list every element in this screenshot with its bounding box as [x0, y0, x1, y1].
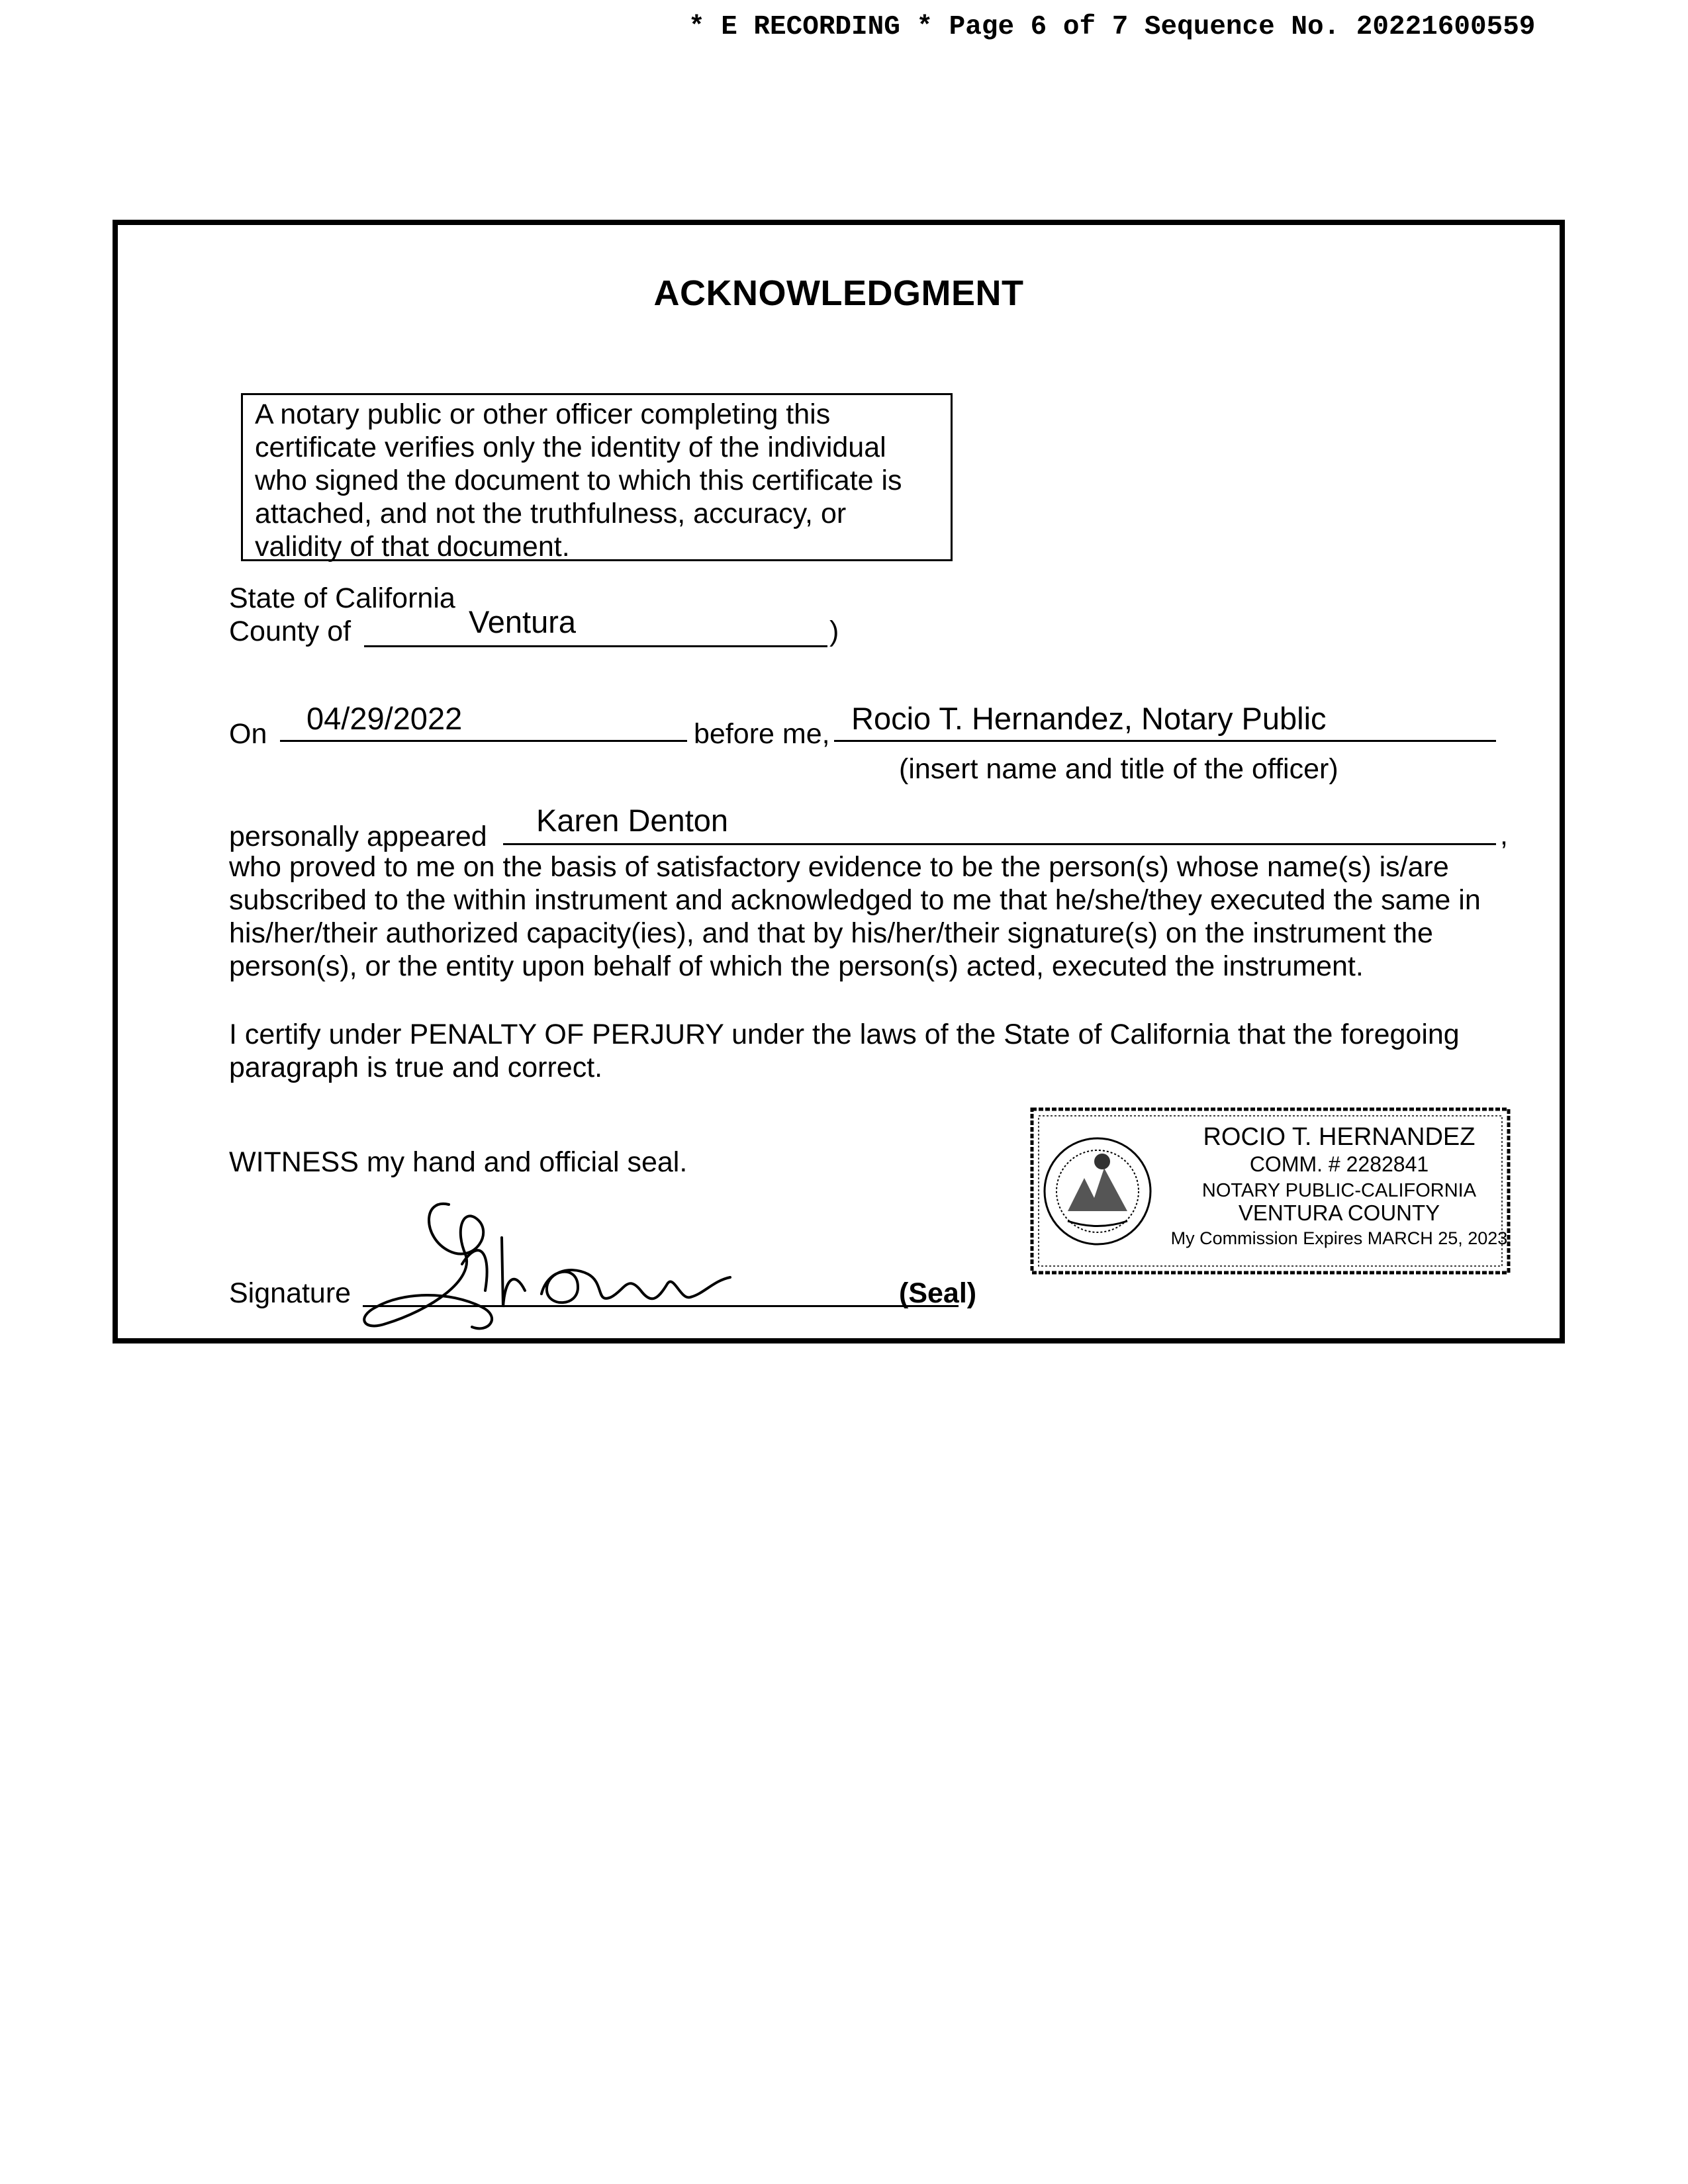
officer-underline — [834, 740, 1496, 742]
appeared-label: personally appeared — [229, 821, 487, 852]
seal-label: (Seal) — [899, 1277, 977, 1309]
notice-line: who signed the document to which this certificate is — [255, 465, 902, 496]
recording-header: * E RECORDING * Page 6 of 7 Sequence No. 20221600559 — [688, 12, 1536, 42]
paragraph-line: I certify under PENALTY OF PERJURY under the laws of the State of California that the foregoing — [229, 1019, 1460, 1050]
county-underline — [364, 645, 827, 647]
appeared-paragraph — [229, 850, 1481, 983]
date-underline — [280, 740, 687, 742]
witness-text: WITNESS my hand and official seal. — [229, 1146, 688, 1178]
notice-line: validity of that document. — [255, 531, 570, 563]
on-label: On — [229, 718, 267, 750]
seal-title: NOTARY PUBLIC-CALIFORNIA — [1201, 1180, 1477, 1201]
county-close-paren: ) — [829, 615, 839, 647]
paragraph-line: who proved to me on the basis of satisfactory evidence to be the person(s) whose name(s) is/are — [229, 851, 1449, 883]
paragraph-line: paragraph is true and correct. — [229, 1052, 603, 1083]
handwritten-signature — [350, 1191, 760, 1357]
state-label: State of California — [229, 582, 455, 614]
officer-hint: (insert name and title of the officer) — [899, 753, 1338, 785]
form-title: ACKNOWLEDGMENT — [653, 273, 1024, 313]
notice-line: A notary public or other officer completing this — [255, 398, 831, 430]
notary-notice-box — [241, 393, 953, 561]
notary-seal-stamp — [1028, 1105, 1513, 1277]
signature-label: Signature — [229, 1277, 352, 1309]
county-value: Ventura — [469, 604, 577, 639]
appeared-name-value: Karen Denton — [536, 803, 729, 838]
seal-comm: COMM. # 2282841 — [1249, 1152, 1429, 1176]
appeared-comma: , — [1500, 819, 1508, 851]
appeared-underline — [503, 843, 1496, 845]
date-value: 04/29/2022 — [306, 701, 463, 736]
officer-value: Rocio T. Hernandez, Notary Public — [851, 701, 1327, 736]
acknowledgment-form — [113, 220, 1565, 1343]
certify-paragraph — [229, 1018, 1460, 1084]
seal-expires: My Commission Expires MARCH 25, 2023 — [1170, 1228, 1508, 1248]
before-me-label: before me, — [694, 718, 830, 750]
paragraph-line: subscribed to the within instrument and acknowledged to me that he/she/they executed the same in — [229, 884, 1481, 916]
notice-line: certificate verifies only the identity of the individual — [255, 432, 886, 463]
seal-name: ROCIO T. HERNANDEZ — [1203, 1123, 1476, 1151]
seal-county: VENTURA COUNTY — [1238, 1201, 1440, 1225]
paragraph-line: his/her/their authorized capacity(ies), and that by his/her/their signature(s) on the instrument the — [229, 917, 1433, 949]
notice-line: attached, and not the truthfulness, accuracy, or — [255, 498, 847, 529]
paragraph-line: person(s), or the entity upon behalf of which the person(s) acted, executed the instrument. — [229, 950, 1364, 982]
county-label: County of — [229, 615, 352, 647]
